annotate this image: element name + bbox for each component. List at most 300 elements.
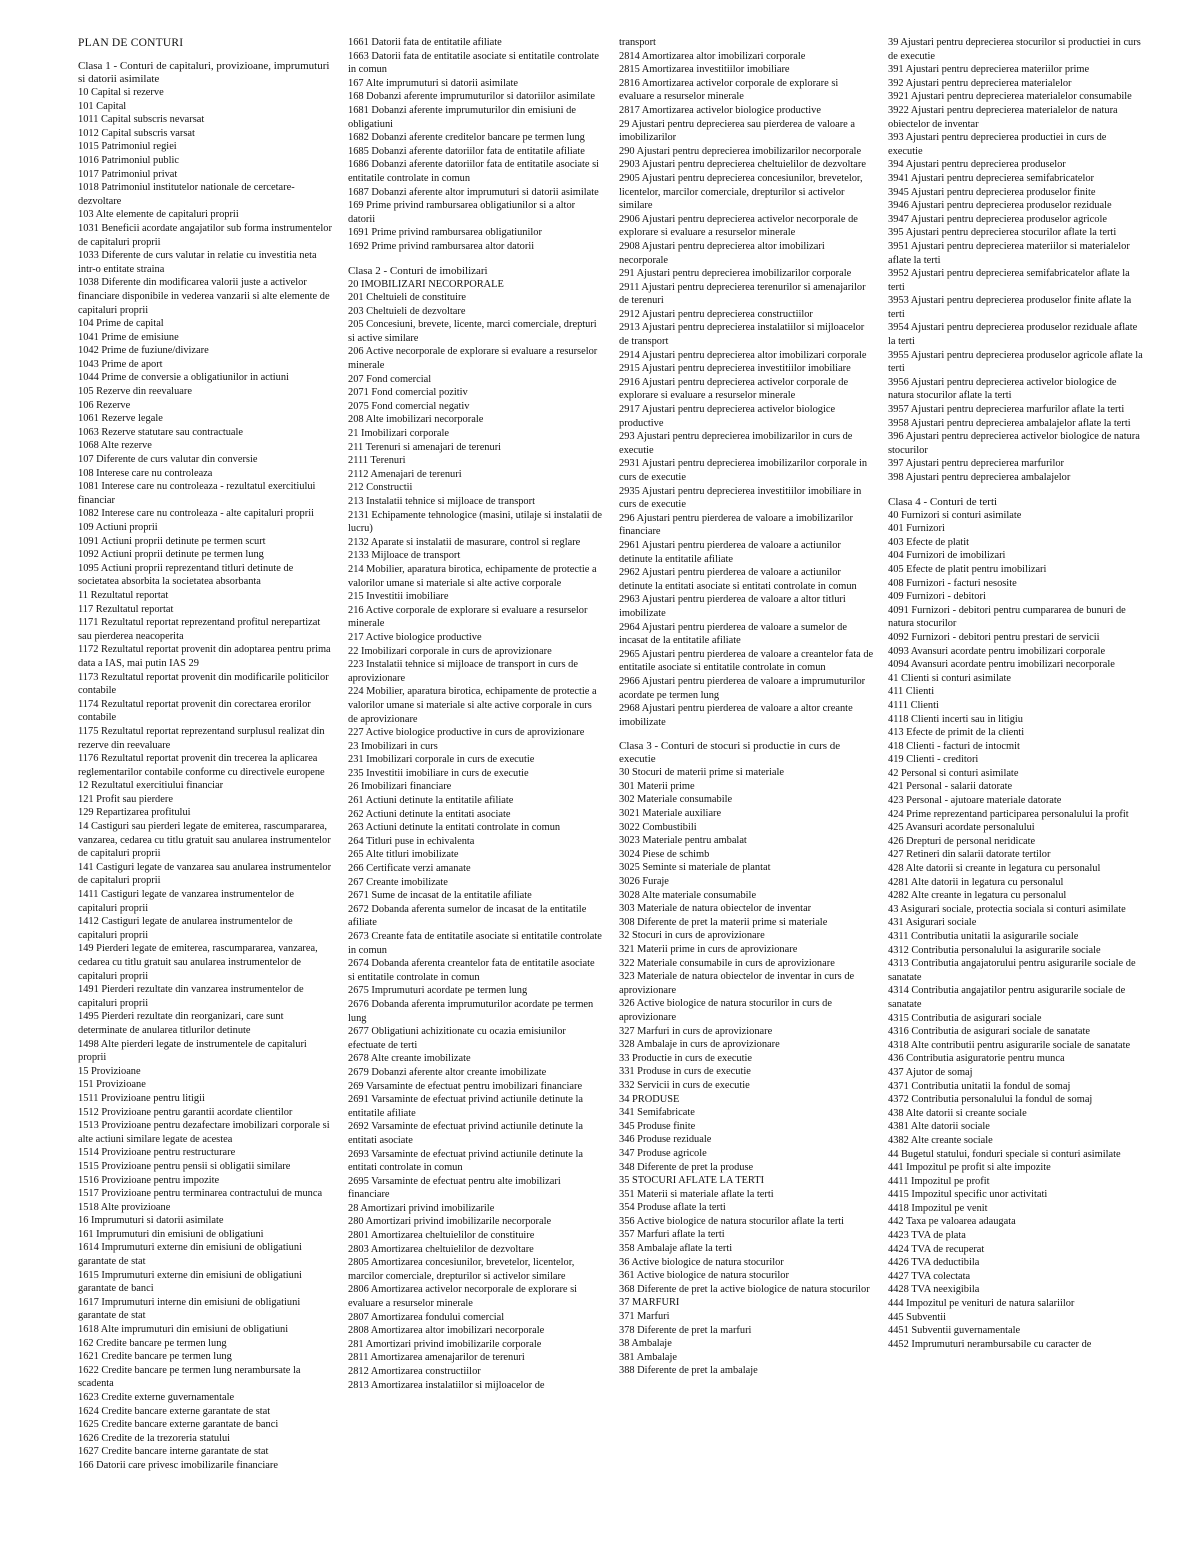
account-entry: 4382 Alte creante sociale bbox=[888, 1134, 993, 1146]
account-entry: 2935 Ajustari pentru deprecierea investitiilor imobiliare in curs de executie bbox=[619, 485, 862, 511]
account-entry: 2816 Amortizarea activelor corporale de explorare si evaluare a resurselor minerale bbox=[619, 77, 839, 103]
account-entry: 1411 Castiguri legate de vanzarea instrumentelor de capitaluri proprii bbox=[78, 889, 295, 914]
account-entry: 44 Bugetul statului, fonduri speciale si conturi asimilate bbox=[888, 1148, 1121, 1160]
account-entry: 2693 Varsaminte de efectuat privind actiunile detinute la entitati controlate in comun bbox=[348, 1148, 583, 1174]
account-entry: 2678 Alte creante imobilizate bbox=[348, 1053, 471, 1065]
account-entry: 378 Diferente de pret la marfuri bbox=[619, 1324, 752, 1336]
account-class-heading: Clasa 1 - Conturi de capitaluri, provizioane, imprumuturi si datorii asimilate bbox=[78, 60, 330, 85]
account-entry: 1614 Imprumuturi externe din emisiuni de obligatiuni garantate de stat bbox=[78, 1242, 302, 1268]
account-entry: 1687 Dobanzi aferente altor imprumuturi si datorii asimilate bbox=[348, 186, 599, 198]
account-entry: 129 Repartizarea profitului bbox=[78, 807, 191, 819]
account-entry: 141 Castiguri legate de vanzarea sau anularea instrumentelor de capitaluri proprii bbox=[78, 861, 332, 887]
account-entry: 4311 Contributia unitatii la asigurarile sociale bbox=[888, 931, 1079, 942]
account-entry: 224 Mobilier, aparatura birotica, echipamente de protectie a valorilor umane si materiale si alte active corporale in curs de aprovizionare bbox=[348, 686, 597, 725]
account-entry: 3941 Ajustari pentru deprecierea semifabricatelor bbox=[888, 172, 1094, 184]
account-entry: 332 Servicii in curs de executie bbox=[619, 1079, 750, 1091]
account-entry: 2131 Echipamente tehnologice (masini, utilaje si instalatii de lucru) bbox=[348, 509, 602, 535]
account-entry: 26 Imobilizari financiare bbox=[348, 781, 452, 793]
account-entry: 1082 Interese care nu controleaza - alte capitaluri proprii bbox=[78, 508, 314, 520]
account-class-heading: Clasa 3 - Conturi de stocuri si productie in curs de executie bbox=[619, 740, 841, 766]
account-entry: 2961 Ajustari pentru pierderea de valoare a actiunilor detinute la entitatile afiliate bbox=[619, 539, 841, 565]
account-entry: 392 Ajustari pentru deprecierea materialelor bbox=[888, 77, 1072, 89]
account-entry: 30 Stocuri de materii prime si materiale bbox=[619, 767, 785, 779]
account-entry: 231 Imobilizari corporale in curs de executie bbox=[348, 754, 535, 766]
account-entry: 437 Ajutor de somaj bbox=[888, 1066, 973, 1078]
account-entry: 2805 Amortizarea concesiunilor, brevetelor, licentelor, marcilor comerciale, drepturilor si activelor similare bbox=[348, 1257, 575, 1282]
account-entry: 167 Alte imprumuturi si datorii asimilate bbox=[348, 77, 518, 89]
account-entry: 2814 Amortizarea altor imobilizari corporale bbox=[619, 50, 806, 62]
account-entry: 1516 Provizioane pentru impozite bbox=[78, 1174, 220, 1186]
account-entry: 1511 Provizioane pentru litigii bbox=[78, 1092, 205, 1104]
account-entry: 405 Efecte de platit pentru imobilizari bbox=[888, 563, 1047, 575]
account-entry: 403 Efecte de platit bbox=[888, 536, 970, 548]
account-entry: 4315 Contributia de asigurari sociale bbox=[888, 1012, 1042, 1024]
account-entry: 235 Investitii imobiliare in curs de executie bbox=[348, 767, 529, 779]
account-entry: 3021 Materiale auxiliare bbox=[619, 808, 722, 820]
account-entry: 109 Actiuni proprii bbox=[78, 522, 158, 533]
account-entry: 1063 Rezerve statutare sau contractuale bbox=[78, 426, 244, 438]
account-entry: 4426 TVA deductibila bbox=[888, 1257, 980, 1269]
account-entry: 104 Prime de capital bbox=[78, 318, 164, 330]
account-entry: 3958 Ajustari pentru deprecierea ambalajelor aflate la terti bbox=[888, 417, 1131, 429]
account-entry: 1681 Dobanzi aferente imprumuturilor din emisiuni de obligatiuni bbox=[348, 104, 576, 130]
account-entry: 2111 Terenuri bbox=[348, 455, 406, 467]
account-entry: 15 Provizioane bbox=[78, 1065, 141, 1077]
account-entry: 345 Produse finite bbox=[619, 1120, 696, 1132]
account-entry: 4094 Avansuri acordate pentru imobilizari necorporale bbox=[888, 659, 1115, 671]
account-entry: 3952 Ajustari pentru deprecierea semifabricatelor aflate la terti bbox=[888, 268, 1130, 293]
account-entry: 1621 Credite bancare pe termen lung bbox=[78, 1351, 232, 1363]
account-entry: 2671 Sume de incasat de la entitatile afiliate bbox=[348, 890, 532, 902]
account-entry: 28 Amortizari privind imobilizarile bbox=[348, 1202, 495, 1214]
account-entry: 424 Prime reprezentand participarea personalului la profit bbox=[888, 808, 1129, 820]
account-entry: 38 Ambalaje bbox=[619, 1338, 672, 1350]
account-entry: 213 Instalatii tehnice si mijloace de transport bbox=[348, 496, 535, 507]
account-entry: 269 Varsaminte de efectuat pentru imobilizari financiare bbox=[348, 1080, 583, 1092]
account-entry: 441 Impozitul pe profit si alte impozite bbox=[888, 1162, 1051, 1174]
account-entry: 425 Avansuri acordate personalului bbox=[888, 822, 1035, 834]
account-entry: 261 Actiuni detinute la entitatile afiliate bbox=[348, 795, 514, 807]
account-entry: 428 Alte datorii si creante in legatura cu personalul bbox=[888, 863, 1101, 875]
account-entry: 207 Fond comercial bbox=[348, 373, 432, 385]
account-entry: 371 Marfuri bbox=[619, 1311, 670, 1323]
column-3 bbox=[619, 36, 874, 1378]
column-2 bbox=[348, 36, 603, 1392]
account-entry: 3922 Ajustari pentru deprecierea materialelor de natura obiectelor de inventar bbox=[888, 104, 1118, 130]
account-entry: 328 Ambalaje in curs de aprovizionare bbox=[619, 1039, 780, 1051]
account-entry: 1012 Capital subscris varsat bbox=[78, 127, 195, 139]
account-entry: 2803 Amortizarea cheltuielilor de dezvoltare bbox=[348, 1243, 534, 1255]
account-entry: 301 Materii prime bbox=[619, 780, 695, 792]
account-entry: 351 Materii si materiale aflate la terti bbox=[619, 1188, 774, 1200]
account-entry: 411 Clienti bbox=[888, 686, 935, 698]
account-entry: 2962 Ajustari pentru pierderea de valoare a actiunilor detinute la entitati asociate si entitati controlate in comun bbox=[619, 567, 857, 592]
account-entry: 2966 Ajustari pentru pierderea de valoare a imprumuturilor acordate pe termen lung bbox=[619, 675, 866, 701]
account-entry: 168 Dobanzi aferente imprumuturilor si datoriilor asimilate bbox=[348, 91, 595, 103]
account-entry: 3946 Ajustari pentru deprecierea produselor reziduale bbox=[888, 200, 1112, 212]
account-entry: 105 Rezerve din reevaluare bbox=[78, 386, 192, 398]
account-entry: 2903 Ajustari pentru deprecierea cheltuielilor de dezvoltare bbox=[619, 159, 866, 171]
account-class-heading: Clasa 2 - Conturi de imobilizari bbox=[348, 264, 488, 277]
account-entry: 436 Contributia asiguratorie pentru munca bbox=[888, 1053, 1065, 1065]
account-entry: 358 Ambalaje aflate la terti bbox=[619, 1243, 733, 1255]
account-entry: 203 Cheltuieli de dezvoltare bbox=[348, 305, 466, 317]
account-entry: 161 Imprumuturi din emisiuni de obligatiuni bbox=[78, 1228, 264, 1240]
account-entry: 354 Produse aflate la terti bbox=[619, 1202, 726, 1214]
account-entry: 2915 Ajustari pentru deprecierea investitiilor imobiliare bbox=[619, 363, 851, 375]
account-entry: 2672 Dobanda aferenta sumelor de incasat de la entitatile afiliate bbox=[348, 903, 587, 929]
account-entry: 2807 Amortizarea fondului comercial bbox=[348, 1311, 505, 1323]
document-title: PLAN DE CONTURI bbox=[78, 37, 184, 49]
account-entry: 356 Active biologice de natura stocurilor aflate la terti bbox=[619, 1215, 845, 1227]
account-entry: 2676 Dobanda aferenta imprumuturilor acordate pe termen lung bbox=[348, 998, 594, 1024]
account-entry: 43 Asigurari sociale, protectia sociala si conturi asimilate bbox=[888, 903, 1126, 915]
account-entry: 1625 Credite bancare externe garantate de banci bbox=[78, 1419, 279, 1431]
account-entry: 346 Produse reziduale bbox=[619, 1134, 712, 1146]
account-entry: 201 Cheltuieli de constituire bbox=[348, 292, 467, 304]
account-entry: 1618 Alte imprumuturi din emisiuni de obligatiuni bbox=[78, 1324, 289, 1336]
account-entry: 1512 Provizioane pentru garantii acordate clientilor bbox=[78, 1106, 293, 1118]
account-entry: 2112 Amenajari de terenuri bbox=[348, 468, 462, 480]
account-entry: 121 Profit sau pierdere bbox=[78, 793, 173, 805]
account-entry: 1615 Imprumuturi externe din emisiuni de obligatiuni garantate de banci bbox=[78, 1269, 302, 1295]
account-entry: 2817 Amortizarea activelor biologice productive bbox=[619, 104, 821, 116]
account-entry: 308 Diferente de pret la materii prime si materiale bbox=[619, 916, 828, 928]
column-1-entries bbox=[78, 60, 333, 1473]
account-entry: 4415 Impozitul specific unor activitati bbox=[888, 1189, 1048, 1201]
account-entry: 2071 Fond comercial pozitiv bbox=[348, 387, 468, 399]
account-entry: 1692 Prime privind rambursarea altor datorii bbox=[348, 240, 535, 252]
account-entry: 23 Imobilizari in curs bbox=[348, 740, 438, 752]
account-entry: 215 Investitii imobiliare bbox=[348, 591, 449, 603]
account-entry: 2905 Ajustari pentru deprecierea concesiunilor, brevetelor, licentelor, marcilor comerciale, drepturilor si activelor similare bbox=[619, 172, 863, 212]
account-entry: 2911 Ajustari pentru deprecierea terenurilor si amenajarilor de terenuri bbox=[619, 281, 866, 307]
account-entry: 1091 Actiuni proprii detinute pe termen scurt bbox=[78, 535, 266, 547]
account-entry: 323 Materiale de natura obiectelor de inventar in curs de aprovizionare bbox=[619, 971, 855, 996]
account-entry: 1081 Interese care nu controleaza - rezultatul exercitiului financiar bbox=[78, 481, 316, 506]
account-entry: 2916 Ajustari pentru deprecierea activelor corporale de explorare si evaluare a resurselor minerale bbox=[619, 376, 849, 402]
account-entry: 2917 Ajustari pentru deprecierea activelor biologice productive bbox=[619, 404, 836, 429]
account-entry: 206 Active necorporale de explorare si evaluare a resurselor minerale bbox=[348, 346, 598, 372]
account-entry: 35 STOCURI AFLATE LA TERTI bbox=[619, 1175, 765, 1187]
account-entry: 2674 Dobanda aferenta creantelor fata de entitatile asociate si entitatile controlate in comun bbox=[348, 958, 595, 983]
account-entry: 2075 Fond comercial negativ bbox=[348, 400, 470, 412]
account-entry: 302 Materiale consumabile bbox=[619, 794, 733, 806]
account-entry: 2931 Ajustari pentru deprecierea imobilizarilor corporale in curs de executie bbox=[619, 458, 868, 483]
account-entry: 357 Marfuri aflate la terti bbox=[619, 1229, 725, 1241]
account-entry: 2815 Amortizarea investitiilor imobiliare bbox=[619, 64, 790, 76]
account-entry: 4282 Alte creante in legatura cu personalul bbox=[888, 890, 1067, 902]
account-entry: 41 Clienti si conturi asimilate bbox=[888, 672, 1011, 684]
account-entry: 408 Furnizori - facturi nesosite bbox=[888, 577, 1017, 589]
account-entry: 29 Ajustari pentru deprecierea sau pierderea de valoare a imobilizarilor bbox=[619, 118, 855, 144]
account-entry: 1691 Prime privind rambursarea obligatiunilor bbox=[348, 227, 542, 239]
account-entry: 4424 TVA de recuperat bbox=[888, 1243, 985, 1255]
account-entry: 1042 Prime de fuziune/divizare bbox=[78, 345, 209, 357]
account-entry: 1617 Imprumuturi interne din emisiuni de obligatiuni garantate de stat bbox=[78, 1296, 301, 1322]
account-entry: 1095 Actiuni proprii reprezentand titluri detinute de societatea absorbita la societatea absorbanta bbox=[78, 562, 294, 588]
account-entry: 326 Active biologice de natura stocurilor in curs de aprovizionare bbox=[619, 998, 832, 1023]
account-entry: 216 Active corporale de explorare si evaluare a resurselor minerale bbox=[348, 604, 588, 630]
account-entry: 361 Active biologice de natura stocurilor bbox=[619, 1270, 789, 1282]
account-entry: 1626 Credite de la trezoreria statului bbox=[78, 1432, 231, 1444]
account-entry: 34 PRODUSE bbox=[619, 1093, 680, 1105]
account-entry: 3953 Ajustari pentru deprecierea produselor finite aflate la terti bbox=[888, 295, 1132, 320]
account-entry: 4314 Contributia angajatilor pentru asigurarile sociale de sanatate bbox=[888, 985, 1126, 1010]
account-entry: 217 Active biologice productive bbox=[348, 631, 482, 643]
account-entry: 388 Diferente de pret la ambalaje bbox=[619, 1365, 758, 1377]
account-entry: 4316 Contributia de asigurari sociale de sanatate bbox=[888, 1026, 1090, 1038]
account-entry: 444 Impozitul pe venituri de natura salariilor bbox=[888, 1298, 1075, 1310]
account-entry: 3945 Ajustari pentru deprecierea produselor finite bbox=[888, 186, 1096, 198]
account-entry: 4418 Impozitul pe venit bbox=[888, 1202, 988, 1214]
account-entry: 321 Materii prime in curs de aprovizionare bbox=[619, 944, 798, 955]
account-entry: 1622 Credite bancare pe termen lung nerambursate la scadenta bbox=[78, 1364, 301, 1390]
account-entry: 4312 Contributia personalului la asigurarile sociale bbox=[888, 944, 1101, 956]
account-entry: 2692 Varsaminte de efectuat privind actiunile detinute la entitati asociate bbox=[348, 1121, 583, 1146]
account-entry: 212 Constructii bbox=[348, 482, 413, 494]
account-entry: 37 MARFURI bbox=[619, 1297, 680, 1309]
account-entry: 401 Furnizori bbox=[888, 523, 945, 535]
account-entry: 4281 Alte datorii in legatura cu personalul bbox=[888, 876, 1064, 888]
account-entry: 1176 Rezultatul reportat provenit din trecerea la aplicarea reglementarilor contabile conforme cu directivele europene bbox=[78, 753, 325, 778]
account-entry: 2806 Amortizarea activelor necorporale de explorare si evaluare a resurselor minerale bbox=[348, 1284, 578, 1310]
account-entry: 4381 Alte datorii sociale bbox=[888, 1121, 990, 1133]
account-entry: 1174 Rezultatul reportat provenit din corectarea erorilor contabile bbox=[78, 698, 311, 724]
account-entry: 290 Ajustari pentru deprecierea imobilizarilor necorporale bbox=[619, 145, 862, 157]
account-entry: 4318 Alte contributii pentru asigurarile sociale de sanatate bbox=[888, 1039, 1131, 1051]
account-entry: 2673 Creante fata de entitatile asociate si entitatile controlate in comun bbox=[348, 931, 602, 956]
account-entry: 1515 Provizioane pentru pensii si obligatii similare bbox=[78, 1160, 291, 1172]
account-entry: 2964 Ajustari pentru pierderea de valoare a sumelor de incasat de la entitatile afiliate bbox=[619, 621, 847, 647]
account-entry: 151 Provizioane bbox=[78, 1079, 146, 1091]
account-entry: 4428 TVA neexigibila bbox=[888, 1284, 980, 1296]
account-entry: 1624 Credite bancare externe garantate de stat bbox=[78, 1405, 271, 1417]
account-entry: 381 Ambalaje bbox=[619, 1351, 678, 1363]
column-4 bbox=[888, 36, 1143, 1351]
account-entry: 4372 Contributia personalului la fondul de somaj bbox=[888, 1094, 1093, 1106]
account-entry: 2913 Ajustari pentru deprecierea instalatiilor si mijloacelor de transport bbox=[619, 322, 865, 348]
account-entry: 2132 Aparate si instalatii de masurare, control si reglare bbox=[348, 536, 581, 548]
account-entry: 40 Furnizori si conturi asimilate bbox=[888, 509, 1022, 521]
account-entry: 2691 Varsaminte de efectuat privind actiunile detinute la entitatile afiliate bbox=[348, 1094, 583, 1119]
account-entry: 266 Certificate verzi amanate bbox=[348, 863, 471, 875]
account-entry: 4093 Avansuri acordate pentru imobilizari corporale bbox=[888, 645, 1106, 657]
section-gap bbox=[348, 254, 603, 265]
account-entry: 393 Ajustari pentru deprecierea productiei in curs de executie bbox=[888, 132, 1107, 157]
account-entry: 32 Stocuri in curs de aprovizionare bbox=[619, 930, 765, 942]
account-entry: 331 Produse in curs de executie bbox=[619, 1066, 751, 1078]
account-entry: 162 Credite bancare pe termen lung bbox=[78, 1337, 227, 1349]
account-entry: 2133 Mijloace de transport bbox=[348, 550, 461, 562]
account-entry: 262 Actiuni detinute la entitati asociate bbox=[348, 808, 511, 820]
account-entry: 36 Active biologice de natura stocurilor bbox=[619, 1256, 784, 1268]
account-entry: 1038 Diferente din modificarea valorii juste a activelor financiare disponibile in vederea vanzarii si alte elemente de capitaluri proprii bbox=[78, 277, 330, 316]
account-entry: 107 Diferente de curs valutar din conversie bbox=[78, 454, 258, 466]
account-entry: 445 Subventii bbox=[888, 1311, 947, 1323]
account-entry: 3951 Ajustari pentru deprecierea materiilor si materialelor aflate la terti bbox=[888, 240, 1130, 266]
account-entry: 1623 Credite externe guvernamentale bbox=[78, 1392, 235, 1403]
account-entry: 3022 Combustibili bbox=[619, 821, 697, 833]
account-entry: 1061 Rezerve legale bbox=[78, 413, 163, 425]
account-entry: 16 Imprumuturi si datorii asimilate bbox=[78, 1215, 224, 1227]
account-entry: 101 Capital bbox=[78, 100, 127, 112]
account-entry: 4427 TVA colectata bbox=[888, 1270, 971, 1282]
account-entry: 419 Clienti - creditori bbox=[888, 754, 979, 766]
account-entry: 1686 Dobanzi aferente datoriilor fata de entitatile asociate si entitatile controlate in comun bbox=[348, 159, 599, 184]
account-entry: 3921 Ajustari pentru deprecierea materialelor consumabile bbox=[888, 91, 1132, 103]
account-entry: 2679 Dobanzi aferente altor creante imobilizate bbox=[348, 1066, 547, 1078]
account-entry: 1015 Patrimoniul regiei bbox=[78, 141, 177, 153]
account-entry: 1663 Datorii fata de entitatile asociate si entitatile controlate in comun bbox=[348, 50, 600, 76]
account-entry: 263 Actiuni detinute la entitati controlate in comun bbox=[348, 822, 561, 834]
account-entry: 431 Asigurari sociale bbox=[888, 917, 977, 929]
account-entry: 214 Mobilier, aparatura birotica, echipamente de protectie a valorilor umane si materiale si alte active corporale bbox=[348, 563, 597, 589]
account-entry: 2968 Ajustari pentru pierderea de valoare a altor creante imobilizate bbox=[619, 703, 853, 728]
account-entry: 327 Marfuri in curs de aprovizionare bbox=[619, 1025, 773, 1037]
account-entry: 2908 Ajustari pentru deprecierea altor imobilizari necorporale bbox=[619, 240, 825, 266]
account-entry: 21 Imobilizari corporale bbox=[348, 428, 449, 440]
account-entry: 426 Drepturi de personal neridicate bbox=[888, 835, 1036, 847]
account-entry: 281 Amortizari privind imobilizarile corporale bbox=[348, 1338, 542, 1350]
account-entry: 4411 Impozitul pe profit bbox=[888, 1175, 990, 1187]
column-3-entries bbox=[619, 36, 874, 1378]
account-entry: 22 Imobilizari corporale in curs de aprovizionare bbox=[348, 645, 552, 657]
account-entry: 227 Active biologice productive in curs de aprovizionare bbox=[348, 727, 585, 739]
account-entry: 1043 Prime de aport bbox=[78, 358, 163, 370]
account-entry: 208 Alte imobilizari necorporale bbox=[348, 414, 484, 426]
account-entry: 2811 Amortizarea amenajarilor de terenuri bbox=[348, 1352, 525, 1364]
account-entry: 1092 Actiuni proprii detinute pe termen lung bbox=[78, 549, 264, 561]
account-entry: 398 Ajustari pentru deprecierea ambalajelor bbox=[888, 472, 1071, 483]
account-entry: 396 Ajustari pentru deprecierea activelor biologice de natura stocurilor bbox=[888, 431, 1140, 456]
account-entry: 1068 Alte rezerve bbox=[78, 440, 152, 452]
account-entry: 421 Personal - salarii datorate bbox=[888, 781, 1013, 793]
account-entry: 3026 Furaje bbox=[619, 876, 669, 888]
account-entry: 10 Capital si rezerve bbox=[78, 87, 164, 98]
account-entry: 322 Materiale consumabile in curs de aprovizionare bbox=[619, 957, 835, 969]
account-entry: 265 Alte titluri imobilizate bbox=[348, 849, 459, 861]
account-entry: 404 Furnizori de imobilizari bbox=[888, 550, 1006, 562]
account-entry: 2914 Ajustari pentru deprecierea altor imobilizari corporale bbox=[619, 349, 867, 361]
account-entry: 1517 Provizioane pentru terminarea contractului de munca bbox=[78, 1188, 323, 1200]
account-entry: 4111 Clienti bbox=[888, 699, 939, 711]
account-entry: 1518 Alte provizioane bbox=[78, 1201, 171, 1213]
account-entry: 106 Rezerve bbox=[78, 399, 131, 411]
account-entry: 1412 Castiguri legate de anularea instrumentelor de capitaluri proprii bbox=[78, 916, 293, 941]
account-entry: 293 Ajustari pentru deprecierea imobilizarilor in curs de executie bbox=[619, 431, 853, 456]
account-entry: 413 Efecte de primit de la clienti bbox=[888, 727, 1025, 739]
account-entry: 394 Ajustari pentru deprecierea produselor bbox=[888, 159, 1066, 171]
account-entry: 3954 Ajustari pentru deprecierea produselor reziduale aflate la terti bbox=[888, 322, 1138, 348]
account-entry: 347 Produse agricole bbox=[619, 1147, 707, 1159]
account-entry: 205 Concesiuni, brevete, licente, marci comerciale, drepturi si active similare bbox=[348, 319, 597, 344]
account-entry: 3956 Ajustari pentru deprecierea activelor biologice de natura stocurilor aflate la terti bbox=[888, 376, 1117, 402]
account-entry: 397 Ajustari pentru deprecierea marfurilor bbox=[888, 458, 1064, 470]
account-entry: 4423 TVA de plata bbox=[888, 1230, 966, 1242]
account-entry: 1016 Patrimoniul public bbox=[78, 154, 180, 166]
account-entry: 296 Ajustari pentru pierderea de valoare a imobilizarilor financiare bbox=[619, 512, 853, 538]
account-entry: 149 Pierderi legate de emiterea, rascumpararea, vanzarea, cedarea cu titlu gratuit sau anularea instrumentelor de capitaluri proprii bbox=[78, 943, 318, 982]
account-entry: 423 Personal - ajutoare materiale datorate bbox=[888, 795, 1062, 807]
account-entry: 1044 Prime de conversie a obligatiunilor in actiuni bbox=[78, 372, 289, 384]
account-entry: 3024 Piese de schimb bbox=[619, 848, 710, 860]
account-entry: 1031 Beneficii acordate angajatilor sub forma instrumentelor de capitaluri proprii bbox=[78, 222, 332, 248]
account-entry: 1682 Dobanzi aferente creditelor bancare pe termen lung bbox=[348, 132, 585, 144]
account-entry: 3025 Seminte si materiale de plantat bbox=[619, 862, 771, 874]
account-entry: 3947 Ajustari pentru deprecierea produselor agricole bbox=[888, 213, 1107, 225]
account-entry: 4091 Furnizori - debitori pentru cumpararea de bunuri de natura stocurilor bbox=[888, 604, 1126, 630]
account-entry: 1685 Dobanzi aferente datoriilor fata de entitatile afiliate bbox=[348, 145, 585, 157]
account-entry: 4313 Contributia angajatorului pentru asigurarile sociale de sanatate bbox=[888, 958, 1136, 983]
account-entry: 166 Datorii care privesc imobilizarile financiare bbox=[78, 1459, 278, 1471]
account-entry: 1173 Rezultatul reportat provenit din modificarile politicilor contabile bbox=[78, 671, 329, 697]
account-entry: 2812 Amortizarea constructiilor bbox=[348, 1366, 481, 1377]
account-entry: 20 IMOBILIZARI NECORPORALE bbox=[348, 278, 504, 290]
account-entry: 12 Rezultatul exercitiului financiar bbox=[78, 780, 224, 792]
account-entry: 1041 Prime de emisiune bbox=[78, 331, 179, 343]
account-entry: 1498 Alte pierderi legate de instrumentele de capitaluri proprii bbox=[78, 1038, 307, 1064]
account-entry: 1011 Capital subscris nevarsat bbox=[78, 114, 205, 126]
account-entry: 264 Titluri puse in echivalenta bbox=[348, 835, 475, 847]
account-entry: 1514 Provizioane pentru restructurare bbox=[78, 1147, 236, 1159]
account-entry: 3957 Ajustari pentru deprecierea marfurilor aflate la terti bbox=[888, 404, 1125, 416]
account-entry: 211 Terenuri si amenajari de terenuri bbox=[348, 441, 502, 453]
account-entry: 280 Amortizari privind imobilizarile necorporale bbox=[348, 1216, 552, 1228]
column-4-entries bbox=[888, 36, 1143, 1351]
account-entry: 2677 Obligatiuni achizitionate cu ocazia emisiunilor efectuate de terti bbox=[348, 1026, 566, 1051]
section-gap bbox=[619, 729, 874, 740]
account-entry: 108 Interese care nu controleaza bbox=[78, 467, 213, 479]
account-entry: 2965 Ajustari pentru pierderea de valoare a creantelor fata de entitatile asociate si entitatile controlate in comun bbox=[619, 648, 874, 674]
account-entry: 1495 Pierderi rezultate din reorganizari, care sunt determinate de anularea titlurilor detinute bbox=[78, 1011, 284, 1036]
account-entry: 42 Personal si conturi asimilate bbox=[888, 767, 1019, 779]
account-entry: 2808 Amortizarea altor imobilizari necorporale bbox=[348, 1325, 545, 1337]
account-entry: 409 Furnizori - debitori bbox=[888, 591, 986, 603]
account-entry: 2801 Amortizarea cheltuielilor de constituire bbox=[348, 1230, 535, 1242]
account-entry: 4451 Subventii guvernamentale bbox=[888, 1325, 1021, 1337]
account-entry: 1513 Provizioane pentru dezafectare imobilizari corporale si alte actiuni similare legate de acestea bbox=[78, 1120, 330, 1145]
account-entry: 2695 Varsaminte de efectuat pentru alte imobilizari financiare bbox=[348, 1175, 561, 1201]
account-entry: 1018 Patrimoniul institutelor nationale de cercetare-dezvoltare bbox=[78, 182, 295, 207]
account-entry: 418 Clienti - facturi de intocmit bbox=[888, 740, 1020, 752]
column-1 bbox=[78, 36, 333, 1473]
column-2-entries bbox=[348, 36, 603, 1392]
account-entry: 1491 Pierderi rezultate din vanzarea instrumentelor de capitaluri proprii bbox=[78, 984, 304, 1009]
account-entry: 438 Alte datorii si creante sociale bbox=[888, 1107, 1027, 1119]
account-entry: 39 Ajustari pentru deprecierea stocurilor si productiei in curs de executie bbox=[888, 37, 1141, 62]
account-entry: 2906 Ajustari pentru deprecierea activelor necorporale de explorare si evaluare a resurselor minerale bbox=[619, 213, 858, 239]
account-entry: 2813 Amortizarea instalatiilor si mijloacelor de bbox=[348, 1379, 545, 1391]
account-entry: 395 Ajustari pentru deprecierea stocurilor aflate la terti bbox=[888, 227, 1117, 239]
account-entry: 1175 Rezultatul reportat reprezentand surplusul realizat din rezerve din reevaluare bbox=[78, 725, 325, 751]
account-entry: 1627 Credite bancare interne garantate de stat bbox=[78, 1446, 269, 1458]
account-entry: 3028 Alte materiale consumabile bbox=[619, 889, 757, 901]
account-entry: 1033 Diferente de curs valutar in relatie cu investitia neta intr-o entitate straina bbox=[78, 250, 317, 275]
account-entry: 1017 Patrimoniul privat bbox=[78, 168, 178, 180]
account-entry: 348 Diferente de pret la produse bbox=[619, 1161, 754, 1173]
account-entry: 4371 Contributia unitatii la fondul de somaj bbox=[888, 1080, 1071, 1092]
account-entry: 341 Semifabricate bbox=[619, 1107, 695, 1119]
account-entry: 4452 Imprumuturi nerambursabile cu caracter de bbox=[888, 1338, 1092, 1350]
account-entry: 2912 Ajustari pentru deprecierea constructiilor bbox=[619, 308, 813, 320]
account-entry: 1661 Datorii fata de entitatile afiliate bbox=[348, 37, 502, 48]
account-entry: 4092 Furnizori - debitori pentru prestari de servicii bbox=[888, 631, 1100, 643]
account-entry: 267 Creante imobilizate bbox=[348, 876, 448, 888]
section-gap bbox=[888, 485, 1143, 496]
account-entry: 11 Rezultatul reportat bbox=[78, 589, 169, 601]
account-entry: 1172 Rezultatul reportat provenit din adoptarea pentru prima data a IAS, mai putin IAS 29 bbox=[78, 644, 331, 669]
